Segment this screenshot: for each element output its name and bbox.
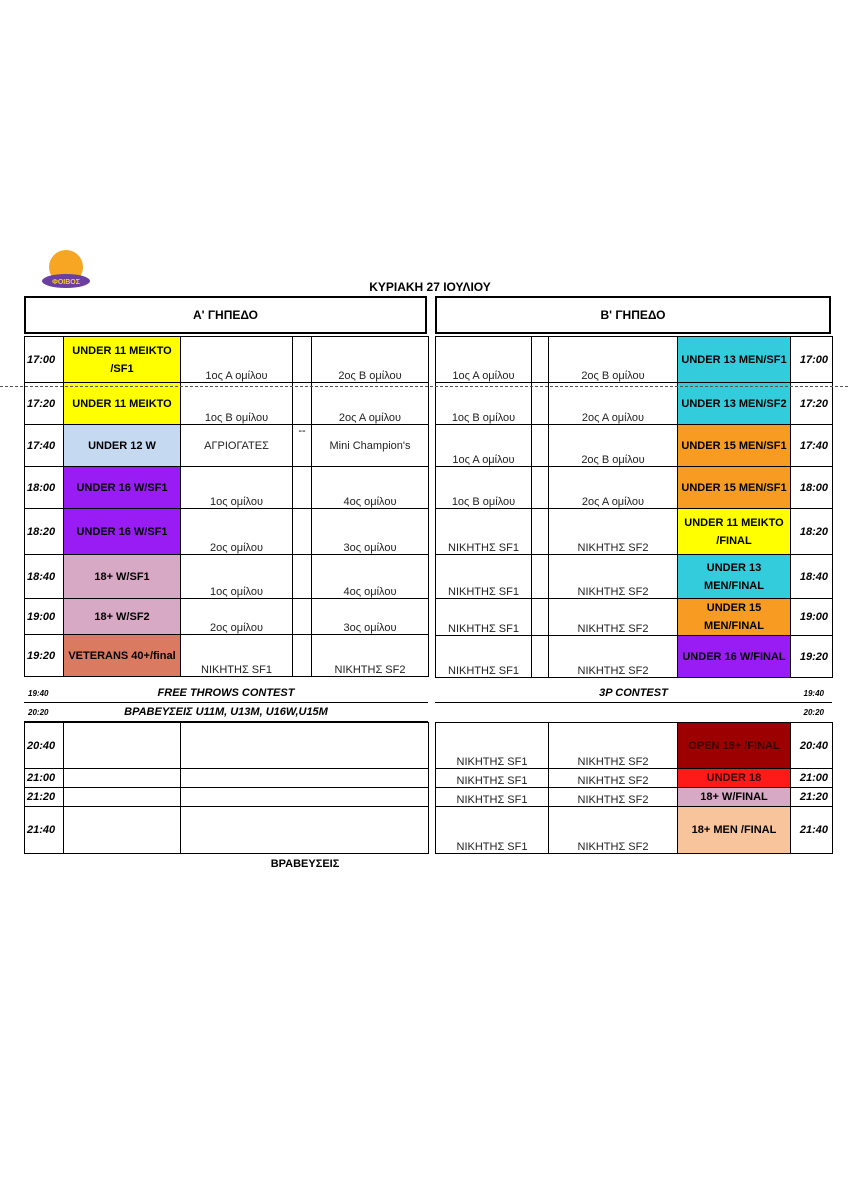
team-home: 1ος Α ομίλου <box>436 337 532 383</box>
court-b-row <box>436 467 833 509</box>
slot-time: 18:20 <box>25 509 64 555</box>
category-cell: UNDER 11 ΜΕΙΚΤΟ <box>64 383 181 425</box>
team-away: ΝΙΚΗΤΗΣ SF2 <box>549 555 678 599</box>
court-b-row <box>436 383 833 425</box>
team-home: ΝΙΚΗΤΗΣ SF1 <box>436 807 549 854</box>
team-away: ΝΙΚΗΤΗΣ SF2 <box>549 769 678 788</box>
slot-time: 19:20 <box>791 636 833 678</box>
empty-cell <box>64 723 181 769</box>
team-home: 2ος ομίλου <box>181 509 293 555</box>
category-cell: 18+ MEN /FINAL <box>678 807 791 854</box>
empty-cell <box>64 807 181 854</box>
court-a-banners <box>24 684 428 722</box>
category-cell: UNDER 11 ΜΕΙΚΤΟ /FINAL <box>678 509 791 555</box>
team-away: ΝΙΚΗΤΗΣ SF2 <box>549 807 678 854</box>
court-a-row <box>25 337 429 383</box>
slot-time: 21:20 <box>25 788 64 807</box>
slot-time: 18:40 <box>25 555 64 599</box>
slot-time: 17:20 <box>25 383 64 425</box>
awards-banner <box>24 703 428 722</box>
slot-time: 17:00 <box>25 337 64 383</box>
category-cell: UNDER 15 MEN/FINAL <box>678 599 791 636</box>
versus-separator <box>293 509 312 555</box>
court-a-row <box>25 383 429 425</box>
versus-separator <box>532 599 549 636</box>
team-away: ΝΙΚΗΤΗΣ SF2 <box>312 635 429 677</box>
banner-time-2020: 20:20 <box>28 707 49 717</box>
team-away: 2ος Α ομίλου <box>312 383 429 425</box>
team-home: 1ος ομίλου <box>181 467 293 509</box>
slot-time: 19:00 <box>791 599 833 636</box>
court-a-row <box>25 599 429 635</box>
court-a-row <box>25 555 429 599</box>
versus-separator <box>293 599 312 635</box>
team-away: ΝΙΚΗΤΗΣ SF2 <box>549 599 678 636</box>
footer-awards: ΒΡΑΒΕΥΣΕΙΣ <box>270 858 340 870</box>
slot-time: 19:20 <box>25 635 64 677</box>
team-away: 2ος Α ομίλου <box>549 467 678 509</box>
slot-time: 18:00 <box>791 467 833 509</box>
category-cell: UNDER 13 MEN/SF1 <box>678 337 791 383</box>
versus-separator <box>532 509 549 555</box>
court-a-row <box>25 467 429 509</box>
three-point-banner <box>435 684 832 703</box>
category-cell: VETERANS 40+/final <box>64 635 181 677</box>
category-cell: 18+ W/SF2 <box>64 599 181 635</box>
team-home: ΝΙΚΗΤΗΣ SF1 <box>436 555 532 599</box>
court-b-banners <box>435 684 832 722</box>
slot-time: 20:40 <box>791 723 833 769</box>
court-b-late-row <box>436 807 833 854</box>
court-b-awards-row <box>435 703 832 722</box>
slot-time: 18:20 <box>791 509 833 555</box>
versus-separator <box>293 337 312 383</box>
team-home: ΝΙΚΗΤΗΣ SF1 <box>436 599 532 636</box>
free-throws-banner <box>24 684 428 703</box>
team-home: 1ος Β ομίλου <box>436 467 532 509</box>
versus-separator <box>293 635 312 677</box>
category-cell: UNDER 16 W/SF1 <box>64 467 181 509</box>
team-away: 3ος ομίλου <box>312 509 429 555</box>
court-b-row <box>436 509 833 555</box>
banner-time-1940: 19:40 <box>28 688 49 698</box>
court-a-row <box>25 425 429 467</box>
slot-time: 21:40 <box>791 807 833 854</box>
category-cell: UNDER 16 W/SF1 <box>64 509 181 555</box>
team-away: ΝΙΚΗΤΗΣ SF2 <box>549 723 678 769</box>
category-cell: UNDER 18 <box>678 769 791 788</box>
team-away: 3ος ομίλου <box>312 599 429 635</box>
slot-time: 21:20 <box>791 788 833 807</box>
team-home: 1ος Α ομίλου <box>436 425 532 467</box>
team-home: 1ος Β ομίλου <box>181 383 293 425</box>
team-away: 2ος Β ομίλου <box>549 425 678 467</box>
empty-cell <box>181 723 429 769</box>
court-a-row <box>25 509 429 555</box>
fold-guide-line <box>0 386 848 387</box>
court-a-header: Α' ΓΗΠΕΔΟ <box>24 296 427 334</box>
court-a-late-row <box>25 723 429 769</box>
slot-time: 21:00 <box>25 769 64 788</box>
slot-time: 17:40 <box>25 425 64 467</box>
category-cell: UNDER 15 MEN/SF1 <box>678 467 791 509</box>
empty-cell <box>64 788 181 807</box>
versus-separator <box>532 636 549 678</box>
team-home: 1ος Α ομίλου <box>181 337 293 383</box>
court-a-late-row <box>25 807 429 854</box>
team-away: ΝΙΚΗΤΗΣ SF2 <box>549 636 678 678</box>
slot-time: 21:40 <box>25 807 64 854</box>
versus-separator <box>293 555 312 599</box>
category-cell: OPEN 18+ /FINAL <box>678 723 791 769</box>
versus-separator <box>532 337 549 383</box>
versus-separator <box>532 467 549 509</box>
team-home: ΝΙΚΗΤΗΣ SF1 <box>436 723 549 769</box>
versus-separator <box>532 383 549 425</box>
logo-text: ΦΟΙΒΟΣ <box>52 279 80 286</box>
team-away: ΝΙΚΗΤΗΣ SF2 <box>549 788 678 807</box>
free-throws-label: FREE THROWS CONTEST <box>157 687 295 699</box>
empty-cell <box>64 769 181 788</box>
team-away: 4ος ομίλου <box>312 555 429 599</box>
court-b-header: Β' ΓΗΠΕΔΟ <box>435 296 831 334</box>
slot-time: 20:40 <box>25 723 64 769</box>
empty-cell <box>181 788 429 807</box>
versus-separator <box>532 555 549 599</box>
court-a-late-schedule <box>24 722 429 854</box>
team-home: 2ος ομίλου <box>181 599 293 635</box>
versus-separator: -- <box>293 425 312 467</box>
court-b-late-row <box>436 788 833 807</box>
club-logo <box>40 247 92 291</box>
team-home: 1ος ομίλου <box>181 555 293 599</box>
court-b-schedule <box>435 336 833 678</box>
court-b-late-schedule <box>435 722 833 854</box>
court-a-late-row <box>25 788 429 807</box>
empty-cell <box>181 807 429 854</box>
three-point-label: 3P CONTEST <box>599 687 668 699</box>
team-home: ΝΙΚΗΤΗΣ SF1 <box>436 788 549 807</box>
team-home: ΝΙΚΗΤΗΣ SF1 <box>436 636 532 678</box>
slot-time: 21:00 <box>791 769 833 788</box>
slot-time: 17:20 <box>791 383 833 425</box>
slot-time: 18:40 <box>791 555 833 599</box>
court-a-late-row <box>25 769 429 788</box>
category-cell: UNDER 15 MEN/SF1 <box>678 425 791 467</box>
category-cell: 18+ W/SF1 <box>64 555 181 599</box>
awards-line-label: ΒΡΑΒΕΥΣΕΙΣ U11M, U13M, U16W,U15M <box>124 706 328 718</box>
team-home: ΝΙΚΗΤΗΣ SF1 <box>436 509 532 555</box>
team-home: ΝΙΚΗΤΗΣ SF1 <box>181 635 293 677</box>
category-cell: UNDER 11 ΜΕΙΚΤΟ /SF1 <box>64 337 181 383</box>
team-away: 2ος Α ομίλου <box>549 383 678 425</box>
team-away: ΝΙΚΗΤΗΣ SF2 <box>549 509 678 555</box>
team-away: Mini Champion's <box>312 425 429 467</box>
versus-separator <box>293 467 312 509</box>
category-cell: 18+ W/FINAL <box>678 788 791 807</box>
court-b-row <box>436 425 833 467</box>
category-cell: UNDER 13 MEN/FINAL <box>678 555 791 599</box>
slot-time: 19:00 <box>25 599 64 635</box>
team-away: 2ος Β ομίλου <box>549 337 678 383</box>
team-home: ΑΓΡΙΟΓΑΤΕΣ <box>181 425 293 467</box>
team-away: 4ος ομίλου <box>312 467 429 509</box>
versus-separator <box>532 425 549 467</box>
banner-b-time-2020: 20:20 <box>803 708 824 717</box>
category-cell: UNDER 16 W/FINAL <box>678 636 791 678</box>
empty-cell <box>181 769 429 788</box>
court-b-late-row <box>436 769 833 788</box>
category-cell: UNDER 12 W <box>64 425 181 467</box>
versus-separator <box>293 383 312 425</box>
court-b-row <box>436 599 833 636</box>
page-title: ΚΥΡΙΑΚΗ 27 ΙΟΥΛΙΟΥ <box>369 280 491 294</box>
court-a-row <box>25 635 429 677</box>
slot-time: 17:00 <box>791 337 833 383</box>
court-b-row <box>436 555 833 599</box>
team-home: 1ος Β ομίλου <box>436 383 532 425</box>
court-b-row <box>436 636 833 678</box>
team-away: 2ος Β ομίλου <box>312 337 429 383</box>
banner-b-time-1940: 19:40 <box>803 688 824 698</box>
court-b-late-row <box>436 723 833 769</box>
slot-time: 18:00 <box>25 467 64 509</box>
slot-time: 17:40 <box>791 425 833 467</box>
court-b-row <box>436 337 833 383</box>
team-home: ΝΙΚΗΤΗΣ SF1 <box>436 769 549 788</box>
category-cell: UNDER 13 MEN/SF2 <box>678 383 791 425</box>
court-a-schedule <box>24 336 429 677</box>
